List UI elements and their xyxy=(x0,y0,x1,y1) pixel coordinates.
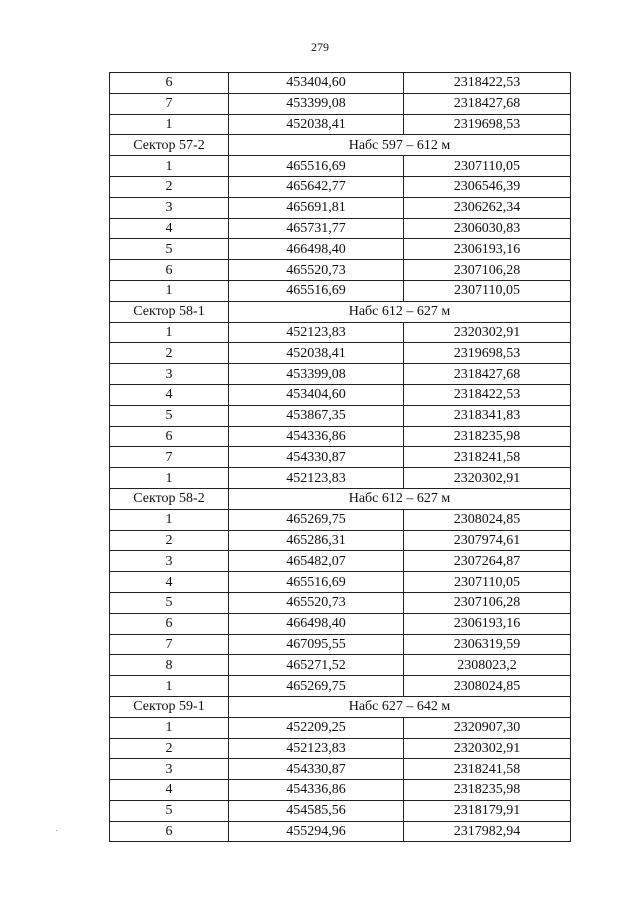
table-row xyxy=(110,780,571,801)
y-coordinate-cell: 2306193,16 xyxy=(404,239,571,260)
x-coordinate-cell: 465731,77 xyxy=(229,218,404,239)
table-row xyxy=(110,821,571,842)
x-coordinate-cell: 465271,52 xyxy=(229,655,404,676)
x-coordinate-cell: 465516,69 xyxy=(229,156,404,177)
point-number-cell: 6 xyxy=(110,73,229,94)
point-number-cell: 1 xyxy=(110,280,229,301)
y-coordinate-cell: 2318427,68 xyxy=(404,93,571,114)
sector-name-cell: Сектор 58-2 xyxy=(110,488,229,509)
point-number-cell: 3 xyxy=(110,759,229,780)
y-coordinate-cell: 2307264,87 xyxy=(404,551,571,572)
y-coordinate-cell: 2308024,85 xyxy=(404,509,571,530)
point-number-cell: 1 xyxy=(110,156,229,177)
table-row xyxy=(110,384,571,405)
point-number-cell: 2 xyxy=(110,343,229,364)
x-coordinate-cell: 465269,75 xyxy=(229,676,404,697)
table-row xyxy=(110,717,571,738)
point-number-cell: 7 xyxy=(110,447,229,468)
y-coordinate-cell: 2306319,59 xyxy=(404,634,571,655)
x-coordinate-cell: 453399,08 xyxy=(229,364,404,385)
table-row xyxy=(110,93,571,114)
y-coordinate-cell: 2320302,91 xyxy=(404,738,571,759)
table-row xyxy=(110,592,571,613)
point-number-cell: 1 xyxy=(110,322,229,343)
point-number-cell: 5 xyxy=(110,800,229,821)
table-row xyxy=(110,800,571,821)
sector-name-cell: Сектор 59-1 xyxy=(110,696,229,717)
point-number-cell: 7 xyxy=(110,93,229,114)
y-coordinate-cell: 2318235,98 xyxy=(404,426,571,447)
x-coordinate-cell: 465691,81 xyxy=(229,197,404,218)
table-row xyxy=(110,364,571,385)
x-coordinate-cell: 465286,31 xyxy=(229,530,404,551)
x-coordinate-cell: 454330,87 xyxy=(229,447,404,468)
point-number-cell: 7 xyxy=(110,634,229,655)
x-coordinate-cell: 454336,86 xyxy=(229,780,404,801)
y-coordinate-cell: 2318179,91 xyxy=(404,800,571,821)
x-coordinate-cell: 452209,25 xyxy=(229,717,404,738)
sector-header-row xyxy=(110,135,571,156)
table-row xyxy=(110,759,571,780)
coordinates-table-body xyxy=(110,73,571,842)
x-coordinate-cell: 465269,75 xyxy=(229,509,404,530)
x-coordinate-cell: 465520,73 xyxy=(229,592,404,613)
sector-height-range-cell: Набс 612 – 627 м xyxy=(229,301,571,322)
y-coordinate-cell: 2320907,30 xyxy=(404,717,571,738)
point-number-cell: 8 xyxy=(110,655,229,676)
x-coordinate-cell: 452123,83 xyxy=(229,322,404,343)
y-coordinate-cell: 2319698,53 xyxy=(404,343,571,364)
y-coordinate-cell: 2307110,05 xyxy=(404,280,571,301)
table-row xyxy=(110,447,571,468)
point-number-cell: 6 xyxy=(110,260,229,281)
y-coordinate-cell: 2318235,98 xyxy=(404,780,571,801)
sector-height-range-cell: Набс 597 – 612 м xyxy=(229,135,571,156)
y-coordinate-cell: 2318241,58 xyxy=(404,447,571,468)
point-number-cell: 1 xyxy=(110,468,229,489)
point-number-cell: 6 xyxy=(110,821,229,842)
point-number-cell: 1 xyxy=(110,114,229,135)
page-number: 279 xyxy=(311,40,329,54)
table-row xyxy=(110,738,571,759)
point-number-cell: 6 xyxy=(110,613,229,634)
x-coordinate-cell: 465516,69 xyxy=(229,280,404,301)
y-coordinate-cell: 2307106,28 xyxy=(404,260,571,281)
table-row xyxy=(110,530,571,551)
y-coordinate-cell: 2306546,39 xyxy=(404,176,571,197)
y-coordinate-cell: 2318341,83 xyxy=(404,405,571,426)
table-row xyxy=(110,676,571,697)
sector-height-range-cell: Набс 612 – 627 м xyxy=(229,488,571,509)
point-number-cell: 5 xyxy=(110,239,229,260)
table-row xyxy=(110,509,571,530)
table-row xyxy=(110,176,571,197)
table-row xyxy=(110,156,571,177)
table-row xyxy=(110,322,571,343)
table-row xyxy=(110,260,571,281)
sector-height-range-cell: Набс 627 – 642 м xyxy=(229,696,571,717)
table-row xyxy=(110,426,571,447)
x-coordinate-cell: 453399,08 xyxy=(229,93,404,114)
y-coordinate-cell: 2306262,34 xyxy=(404,197,571,218)
table-row xyxy=(110,197,571,218)
table-row xyxy=(110,73,571,94)
point-number-cell: 1 xyxy=(110,509,229,530)
y-coordinate-cell: 2308024,85 xyxy=(404,676,571,697)
x-coordinate-cell: 452038,41 xyxy=(229,343,404,364)
point-number-cell: 1 xyxy=(110,676,229,697)
point-number-cell: 4 xyxy=(110,572,229,593)
y-coordinate-cell: 2307106,28 xyxy=(404,592,571,613)
point-number-cell: 2 xyxy=(110,176,229,197)
y-coordinate-cell: 2320302,91 xyxy=(404,468,571,489)
table-row xyxy=(110,218,571,239)
table-row xyxy=(110,114,571,135)
x-coordinate-cell: 465520,73 xyxy=(229,260,404,281)
y-coordinate-cell: 2319698,53 xyxy=(404,114,571,135)
x-coordinate-cell: 453404,60 xyxy=(229,73,404,94)
y-coordinate-cell: 2318422,53 xyxy=(404,73,571,94)
x-coordinate-cell: 466498,40 xyxy=(229,239,404,260)
table-row xyxy=(110,468,571,489)
x-coordinate-cell: 453867,35 xyxy=(229,405,404,426)
y-coordinate-cell: 2307110,05 xyxy=(404,572,571,593)
x-coordinate-cell: 467095,55 xyxy=(229,634,404,655)
sector-header-row xyxy=(110,301,571,322)
sector-name-cell: Сектор 57-2 xyxy=(110,135,229,156)
y-coordinate-cell: 2306193,16 xyxy=(404,613,571,634)
table-row xyxy=(110,634,571,655)
point-number-cell: 5 xyxy=(110,405,229,426)
coordinates-table xyxy=(109,72,571,842)
point-number-cell: 2 xyxy=(110,530,229,551)
y-coordinate-cell: 2320302,91 xyxy=(404,322,571,343)
table-row xyxy=(110,655,571,676)
y-coordinate-cell: 2308023,2 xyxy=(404,655,571,676)
x-coordinate-cell: 452123,83 xyxy=(229,738,404,759)
point-number-cell: 1 xyxy=(110,717,229,738)
point-number-cell: 5 xyxy=(110,592,229,613)
point-number-cell: 3 xyxy=(110,197,229,218)
x-coordinate-cell: 453404,60 xyxy=(229,384,404,405)
y-coordinate-cell: 2307974,61 xyxy=(404,530,571,551)
table-row xyxy=(110,239,571,260)
point-number-cell: 4 xyxy=(110,780,229,801)
x-coordinate-cell: 465482,07 xyxy=(229,551,404,572)
x-coordinate-cell: 452038,41 xyxy=(229,114,404,135)
table-row xyxy=(110,343,571,364)
sector-header-row xyxy=(110,696,571,717)
x-coordinate-cell: 455294,96 xyxy=(229,821,404,842)
point-number-cell: 2 xyxy=(110,738,229,759)
y-coordinate-cell: 2318422,53 xyxy=(404,384,571,405)
point-number-cell: 4 xyxy=(110,218,229,239)
point-number-cell: 4 xyxy=(110,384,229,405)
table-row xyxy=(110,280,571,301)
table-row xyxy=(110,572,571,593)
y-coordinate-cell: 2318427,68 xyxy=(404,364,571,385)
sector-header-row xyxy=(110,488,571,509)
x-coordinate-cell: 454336,86 xyxy=(229,426,404,447)
x-coordinate-cell: 466498,40 xyxy=(229,613,404,634)
x-coordinate-cell: 465516,69 xyxy=(229,572,404,593)
y-coordinate-cell: 2307110,05 xyxy=(404,156,571,177)
sector-name-cell: Сектор 58-1 xyxy=(110,301,229,322)
x-coordinate-cell: 454585,56 xyxy=(229,800,404,821)
scan-speck xyxy=(56,830,57,831)
point-number-cell: 6 xyxy=(110,426,229,447)
table-row xyxy=(110,551,571,572)
y-coordinate-cell: 2317982,94 xyxy=(404,821,571,842)
point-number-cell: 3 xyxy=(110,364,229,385)
table-row xyxy=(110,613,571,634)
x-coordinate-cell: 465642,77 xyxy=(229,176,404,197)
y-coordinate-cell: 2318241,58 xyxy=(404,759,571,780)
table-row xyxy=(110,405,571,426)
x-coordinate-cell: 452123,83 xyxy=(229,468,404,489)
y-coordinate-cell: 2306030,83 xyxy=(404,218,571,239)
x-coordinate-cell: 454330,87 xyxy=(229,759,404,780)
point-number-cell: 3 xyxy=(110,551,229,572)
